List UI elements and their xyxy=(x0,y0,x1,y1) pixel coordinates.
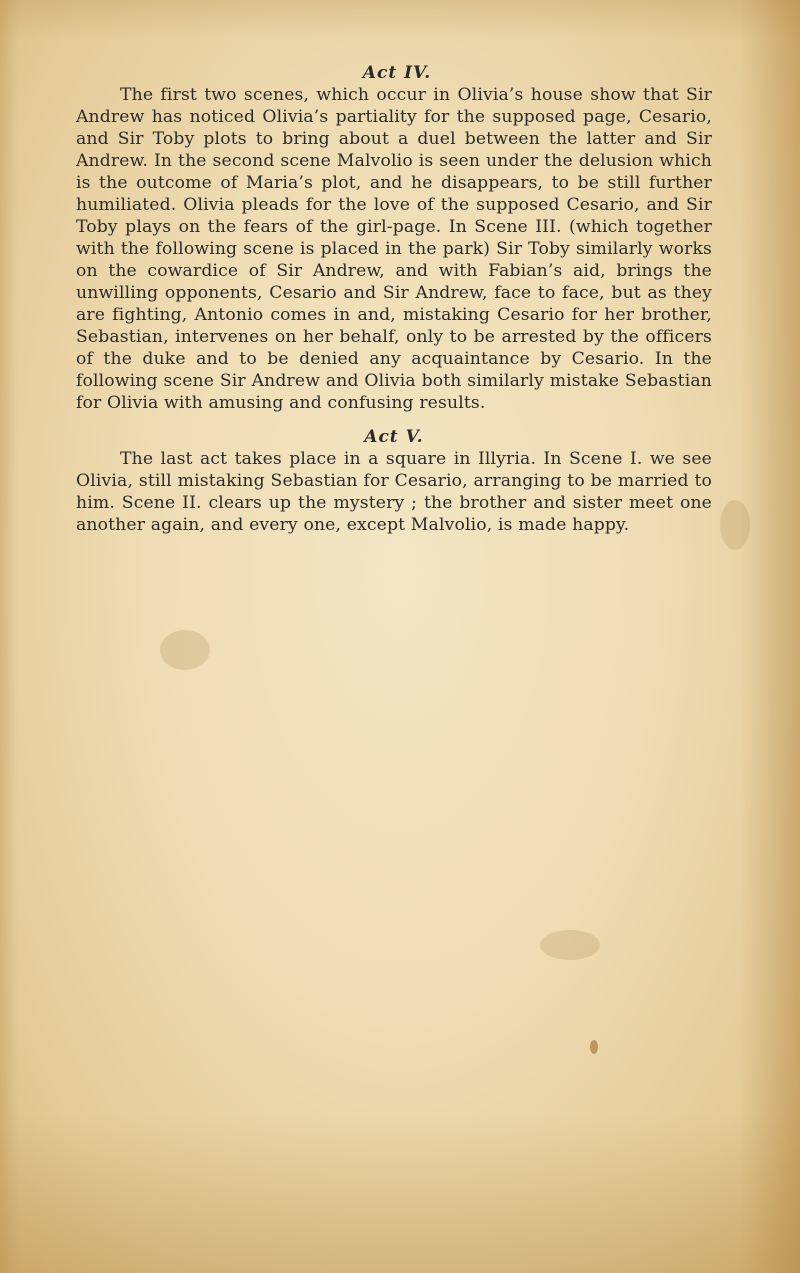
paper-stain xyxy=(720,500,750,550)
act-iv-paragraph: The first two scenes, which occur in Olivia’s house show that Sir Andrew has noticed Olivia’s partiality for the supposed page, Cesario, and Sir Toby plots to bring about a duel between the latter and Sir Andrew. In the second scene Malvolio is seen under the delusion which is the outcome of Maria’s plot, and he disappears, to be still further humiliated. Olivia pleads for the love of the supposed Cesario, and Sir Toby plays on the fears of the girl-page. In Scene III. (which together with the following scene is placed in the park) Sir Toby similarly works on the cowardice of Sir Andrew, and with Fabian’s aid, brings the unwilling opponents, Cesario and Sir Andrew, face to face, but as they are fighting, Antonio comes in and, mistaking Cesario for her brother, Sebastian, intervenes on her behalf, only to be arrested by the officers of the duke and to be denied any acquaintance by Cesario. In the following scene Sir Andrew and Olivia both similarly mistake Sebastian for Olivia with amusing and confusing results. xyxy=(76,85,712,413)
act-v-paragraph: The last act takes place in a square in Illyria. In Scene I. we see Olivia, still mistaking Sebastian for Cesario, arranging to be married to him. Scene II. clears up the mystery ; the brother and sister meet one another again, and every one, except Malvolio, is made happy. xyxy=(76,449,712,535)
page-left-shading xyxy=(0,0,18,1273)
paper-stain xyxy=(540,930,600,960)
page-top-shading xyxy=(0,0,800,40)
page-bottom-shading xyxy=(0,1113,800,1273)
paper-stain xyxy=(590,1040,598,1054)
paper-stain xyxy=(160,630,210,670)
act-v-heading: Act V. xyxy=(364,427,424,447)
section-gap xyxy=(76,414,712,426)
page-right-shading xyxy=(740,0,800,1273)
page-text xyxy=(76,62,712,536)
act-iv-heading: Act IV. xyxy=(362,63,432,83)
